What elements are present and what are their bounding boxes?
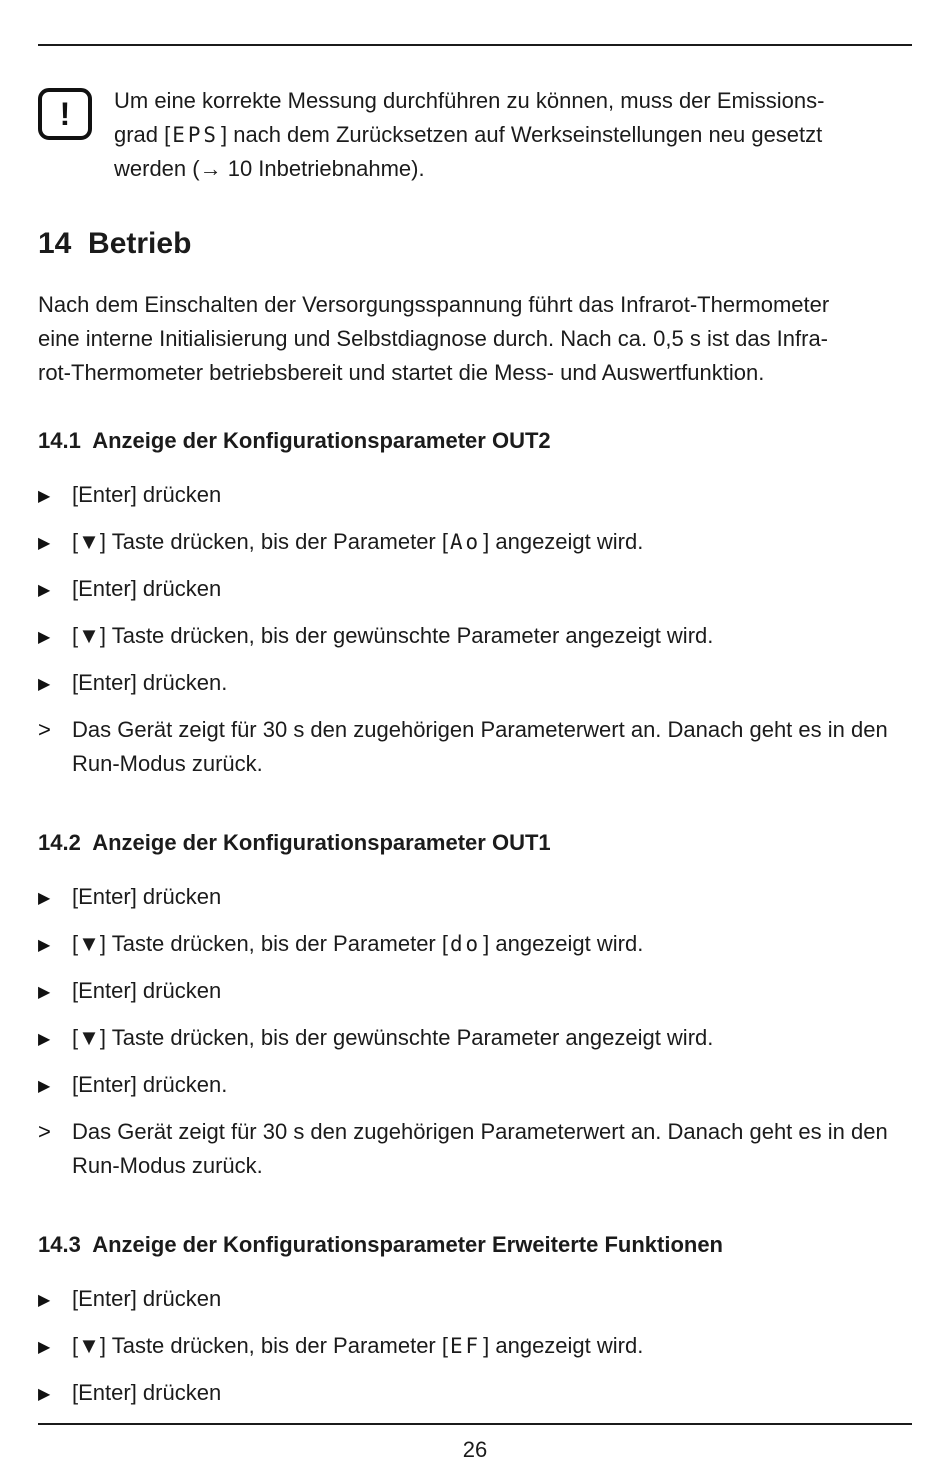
arrow-bullet-icon: ▶ — [38, 937, 51, 954]
intro-line: Nach dem Einschalten der Versorgungsspannung führt das Infrarot-Thermometer — [38, 292, 830, 317]
list-item — [38, 572, 912, 608]
steps-14-2 — [38, 880, 912, 1194]
page-footer — [38, 1423, 912, 1467]
list-item — [38, 1376, 912, 1412]
list-item — [38, 478, 912, 514]
arrow-bullet-icon: ▶ — [38, 984, 51, 1001]
step-text: Das Gerät zeigt für 30 s den zugehörigen Parameterwert an. Danach geht es in den Run-Modus zurück. — [72, 717, 888, 776]
warning-note — [38, 84, 912, 186]
step-text: [Enter] drücken. — [72, 1072, 228, 1097]
note-line-post: ] nach dem Zurücksetzen auf Werkseinstellungen neu gesetzt — [221, 122, 823, 147]
list-item — [38, 666, 912, 702]
note-line — [114, 118, 912, 152]
steps-14-1 — [38, 478, 912, 792]
step-text-pre: [▼] Taste drücken, bis der Parameter [ — [72, 931, 448, 956]
step-text: [Enter] drücken — [72, 1380, 222, 1405]
intro-line: rot-Thermometer betriebsbereit und startet die Mess- und Auswertfunktion. — [38, 360, 765, 385]
note-text — [114, 84, 912, 186]
exclamation-icon: ! — [38, 88, 92, 140]
step-text-pre: [▼] Taste drücken, bis der Parameter [ — [72, 529, 448, 554]
lcd-display-do: do — [449, 932, 482, 956]
step-text-post: ] angezeigt wird. — [483, 1333, 644, 1358]
list-item — [38, 1021, 912, 1057]
arrow-bullet-icon: ▶ — [38, 582, 51, 599]
page-number: 26 — [462, 1437, 488, 1462]
note-line: Um eine korrekte Messung durchführen zu können, muss der Emissions- — [114, 88, 825, 113]
step-text-post: ] angezeigt wird. — [483, 931, 644, 956]
arrow-bullet-icon: ▶ — [38, 1031, 51, 1048]
lcd-display-ao: Ao — [449, 530, 482, 554]
chapter-title: 14 Betrieb — [38, 227, 192, 260]
step-text — [72, 927, 912, 963]
section-title-14-3: 14.3 Anzeige der Konfigurationsparameter Erweiterte Funktionen — [38, 1232, 723, 1257]
arrow-bullet-icon: ▶ — [38, 676, 51, 693]
step-text: [▼] Taste drücken, bis der gewünschte Parameter angezeigt wird. — [72, 1025, 714, 1050]
arrow-bullet-icon: ▶ — [38, 1339, 51, 1356]
arrow-bullet-icon: ▶ — [38, 1078, 51, 1095]
arrow-bullet-icon: ▶ — [38, 535, 51, 552]
section-title-14-1: 14.1 Anzeige der Konfigurationsparameter OUT2 — [38, 428, 551, 453]
step-text-post: ] angezeigt wird. — [483, 529, 644, 554]
result-bullet: > — [38, 1119, 51, 1144]
steps-14-3 — [38, 1282, 912, 1423]
step-text: [▼] Taste drücken, bis der gewünschte Parameter angezeigt wird. — [72, 623, 714, 648]
list-item — [38, 927, 912, 963]
list-item — [38, 713, 912, 781]
step-text: [Enter] drücken. — [72, 670, 228, 695]
list-item — [38, 1282, 912, 1318]
step-text-pre: [▼] Taste drücken, bis der Parameter [ — [72, 1333, 448, 1358]
intro-paragraph — [38, 288, 912, 390]
arrow-bullet-icon: ▶ — [38, 1292, 51, 1309]
lcd-display-eps: EPS — [172, 123, 219, 147]
step-text — [72, 525, 912, 561]
step-text: [Enter] drücken — [72, 1286, 222, 1311]
list-item — [38, 1068, 912, 1104]
section-title-14-2: 14.2 Anzeige der Konfigurationsparameter OUT1 — [38, 830, 551, 855]
bottom-rule — [38, 1423, 912, 1425]
arrow-bullet-icon: ▶ — [38, 488, 51, 505]
step-text: [Enter] drücken — [72, 884, 222, 909]
note-line: werden (→ 10 Inbetriebnahme). — [114, 156, 425, 181]
lcd-display-ef: EF — [449, 1334, 482, 1358]
step-text: [Enter] drücken — [72, 576, 222, 601]
step-text: [Enter] drücken — [72, 978, 222, 1003]
arrow-bullet-icon: ▶ — [38, 629, 51, 646]
list-item — [38, 1329, 912, 1365]
list-item — [38, 974, 912, 1010]
arrow-bullet-icon: ▶ — [38, 1386, 51, 1403]
list-item — [38, 880, 912, 916]
intro-line: eine interne Initialisierung und Selbstdiagnose durch. Nach ca. 0,5 s ist das Infra- — [38, 326, 829, 351]
step-text — [72, 1329, 912, 1365]
step-text: Das Gerät zeigt für 30 s den zugehörigen Parameterwert an. Danach geht es in den Run-Modus zurück. — [72, 1119, 888, 1178]
list-item — [38, 619, 912, 655]
list-item — [38, 1115, 912, 1183]
step-text: [Enter] drücken — [72, 482, 222, 507]
arrow-bullet-icon: ▶ — [38, 890, 51, 907]
note-line-pre: grad [ — [114, 122, 171, 147]
list-item — [38, 525, 912, 561]
result-bullet: > — [38, 717, 51, 742]
top-rule — [38, 44, 912, 46]
